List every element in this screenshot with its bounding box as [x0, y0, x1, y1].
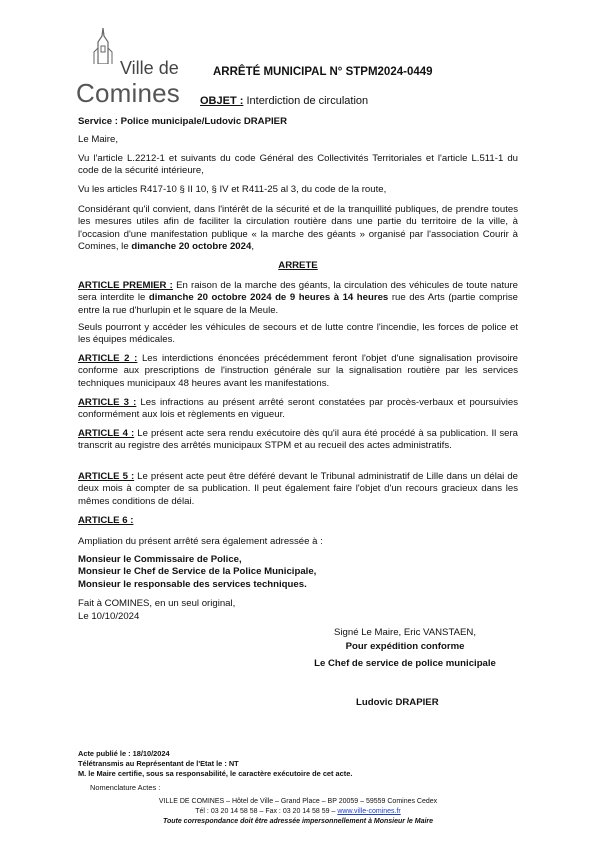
- recipient-item: Monsieur le Chef de Service de la Police Municipale,: [78, 566, 317, 578]
- article-3: ARTICLE 3 : Les infractions au présent arrêté seront constatées par procès-verbaux et poursuivies conformément aux lois et règlements en vigueur.: [78, 397, 519, 421]
- ampliation-line: Ampliation du présent arrêté sera également adressée à :: [78, 536, 323, 547]
- service-line: Service : Police municipale/Ludovic DRAPIER: [78, 116, 287, 127]
- logo-comines-text: Comines: [76, 78, 180, 108]
- city-logo: [76, 26, 196, 110]
- teletransmission: Télétransmis au Représentant de l'Etat le : NT: [78, 759, 239, 768]
- signed-by: Signé Le Maire, Eric VANSTAEN,: [334, 627, 476, 638]
- correspondence-note: Toute correspondance doit être adressée impersonnellement à Monsieur le Maire: [162, 818, 434, 825]
- nomenclature: Nomenclature Actes :: [90, 783, 161, 792]
- vu-paragraph-2: Vu les articles R417-10 § II 10, § IV et R411-25 al 3, du code de la route,: [78, 184, 387, 195]
- decree-title: ARRÊTÉ MUNICIPAL N° STPM2024-0449: [213, 66, 433, 78]
- fait-a-line: Fait à COMINES, en un seul original,: [78, 598, 236, 609]
- article-4: ARTICLE 4 : Le présent acte sera rendu exécutoire dès qu'il aura été procédé à sa publication. Il sera transcrit au registre des arrêtés municipaux STPM et au recueil des actes administratifs.: [78, 428, 518, 452]
- contact-line: Tél : 03 20 14 58 58 – Fax : 03 20 14 58 59 – www.ville-comines.fr: [195, 808, 401, 815]
- website-link[interactable]: www.ville-comines.fr: [337, 808, 401, 815]
- recipient-list: [78, 554, 518, 591]
- decree-date: Le 10/10/2024: [78, 611, 140, 622]
- certification: M. le Maire certifie, sous sa responsabilité, le caractère exécutoire de cet acte.: [78, 769, 353, 778]
- address-line: VILLE DE COMINES – Hôtel de Ville – Grand Place – BP 20059 – 59559 Comines Cedex: [158, 798, 438, 805]
- publication-date: Acte publié le : 18/10/2024: [78, 749, 170, 758]
- article-5: ARTICLE 5 : Le présent acte peut être déféré devant le Tribunal administratif de Lille dans un délai de deux mois à compter de sa publication. Il peut également faire l'objet d'un recours gracieux dans les mêmes conditions de délai.: [78, 471, 518, 507]
- article-1-access: Seuls pourront y accéder les véhicules de secours et de lutte contre l'incendie, les forces de police et les équipes médicales.: [78, 322, 518, 346]
- footer-address: [78, 797, 518, 827]
- subject-label: OBJET :: [200, 95, 244, 107]
- signature-block: [300, 626, 510, 671]
- subject-text: Interdiction de circulation: [243, 95, 369, 107]
- article-6: ARTICLE 6 :: [78, 515, 134, 526]
- vu-paragraph-1: Vu l'article L.2212-1 et suivants du code Général des Collectivités Territoriales et l'article L.511-1 du code de la sécurité intérieure,: [78, 153, 518, 177]
- article-1: ARTICLE PREMIER : En raison de la marche des géants, la circulation des véhicules de toute nature sera interdite le dimanche 20 octobre 2024 de 9 heures à 14 heures rue des Arts (partie comprise entre la rue d'hurlupin et le square de la Meule.: [78, 280, 518, 316]
- footer-publication: [78, 749, 352, 779]
- pour-expedition: Pour expédition conforme: [345, 641, 465, 652]
- le-maire: Le Maire,: [78, 134, 118, 145]
- arrete-heading: ARRETE: [278, 260, 318, 271]
- decree-subject: [200, 95, 368, 107]
- signatory-name: Ludovic DRAPIER: [356, 697, 439, 708]
- chef-de-service: Le Chef de service de police municipale: [314, 658, 496, 669]
- logo-ville-text: Ville de: [120, 58, 179, 78]
- church-icon: [92, 28, 114, 64]
- article-2: ARTICLE 2 : Les interdictions énoncées précédemment feront l'objet d'une signalisation provisoire conforme aux prescriptions de l'instruction générale sur la signalisation routière par les services techniques municipaux 48 heures avant les manifestations.: [78, 353, 519, 389]
- recipient-item: Monsieur le Commissaire de Police,: [78, 554, 242, 565]
- recipient-item: Monsieur le responsable des services techniques.: [78, 578, 307, 590]
- considerant-paragraph: Considérant qu'il convient, dans l'intérêt de la sécurité et de la tranquillité publiques, de prendre toutes les mesures utiles afin de faciliter la circulation routière dans une partie du territoire de la ville, à l'occasion d'une manifestation publique « la marche des géants » organisé par l'association Courir à Comines, le dimanche 20 octobre 2024,: [78, 204, 518, 253]
